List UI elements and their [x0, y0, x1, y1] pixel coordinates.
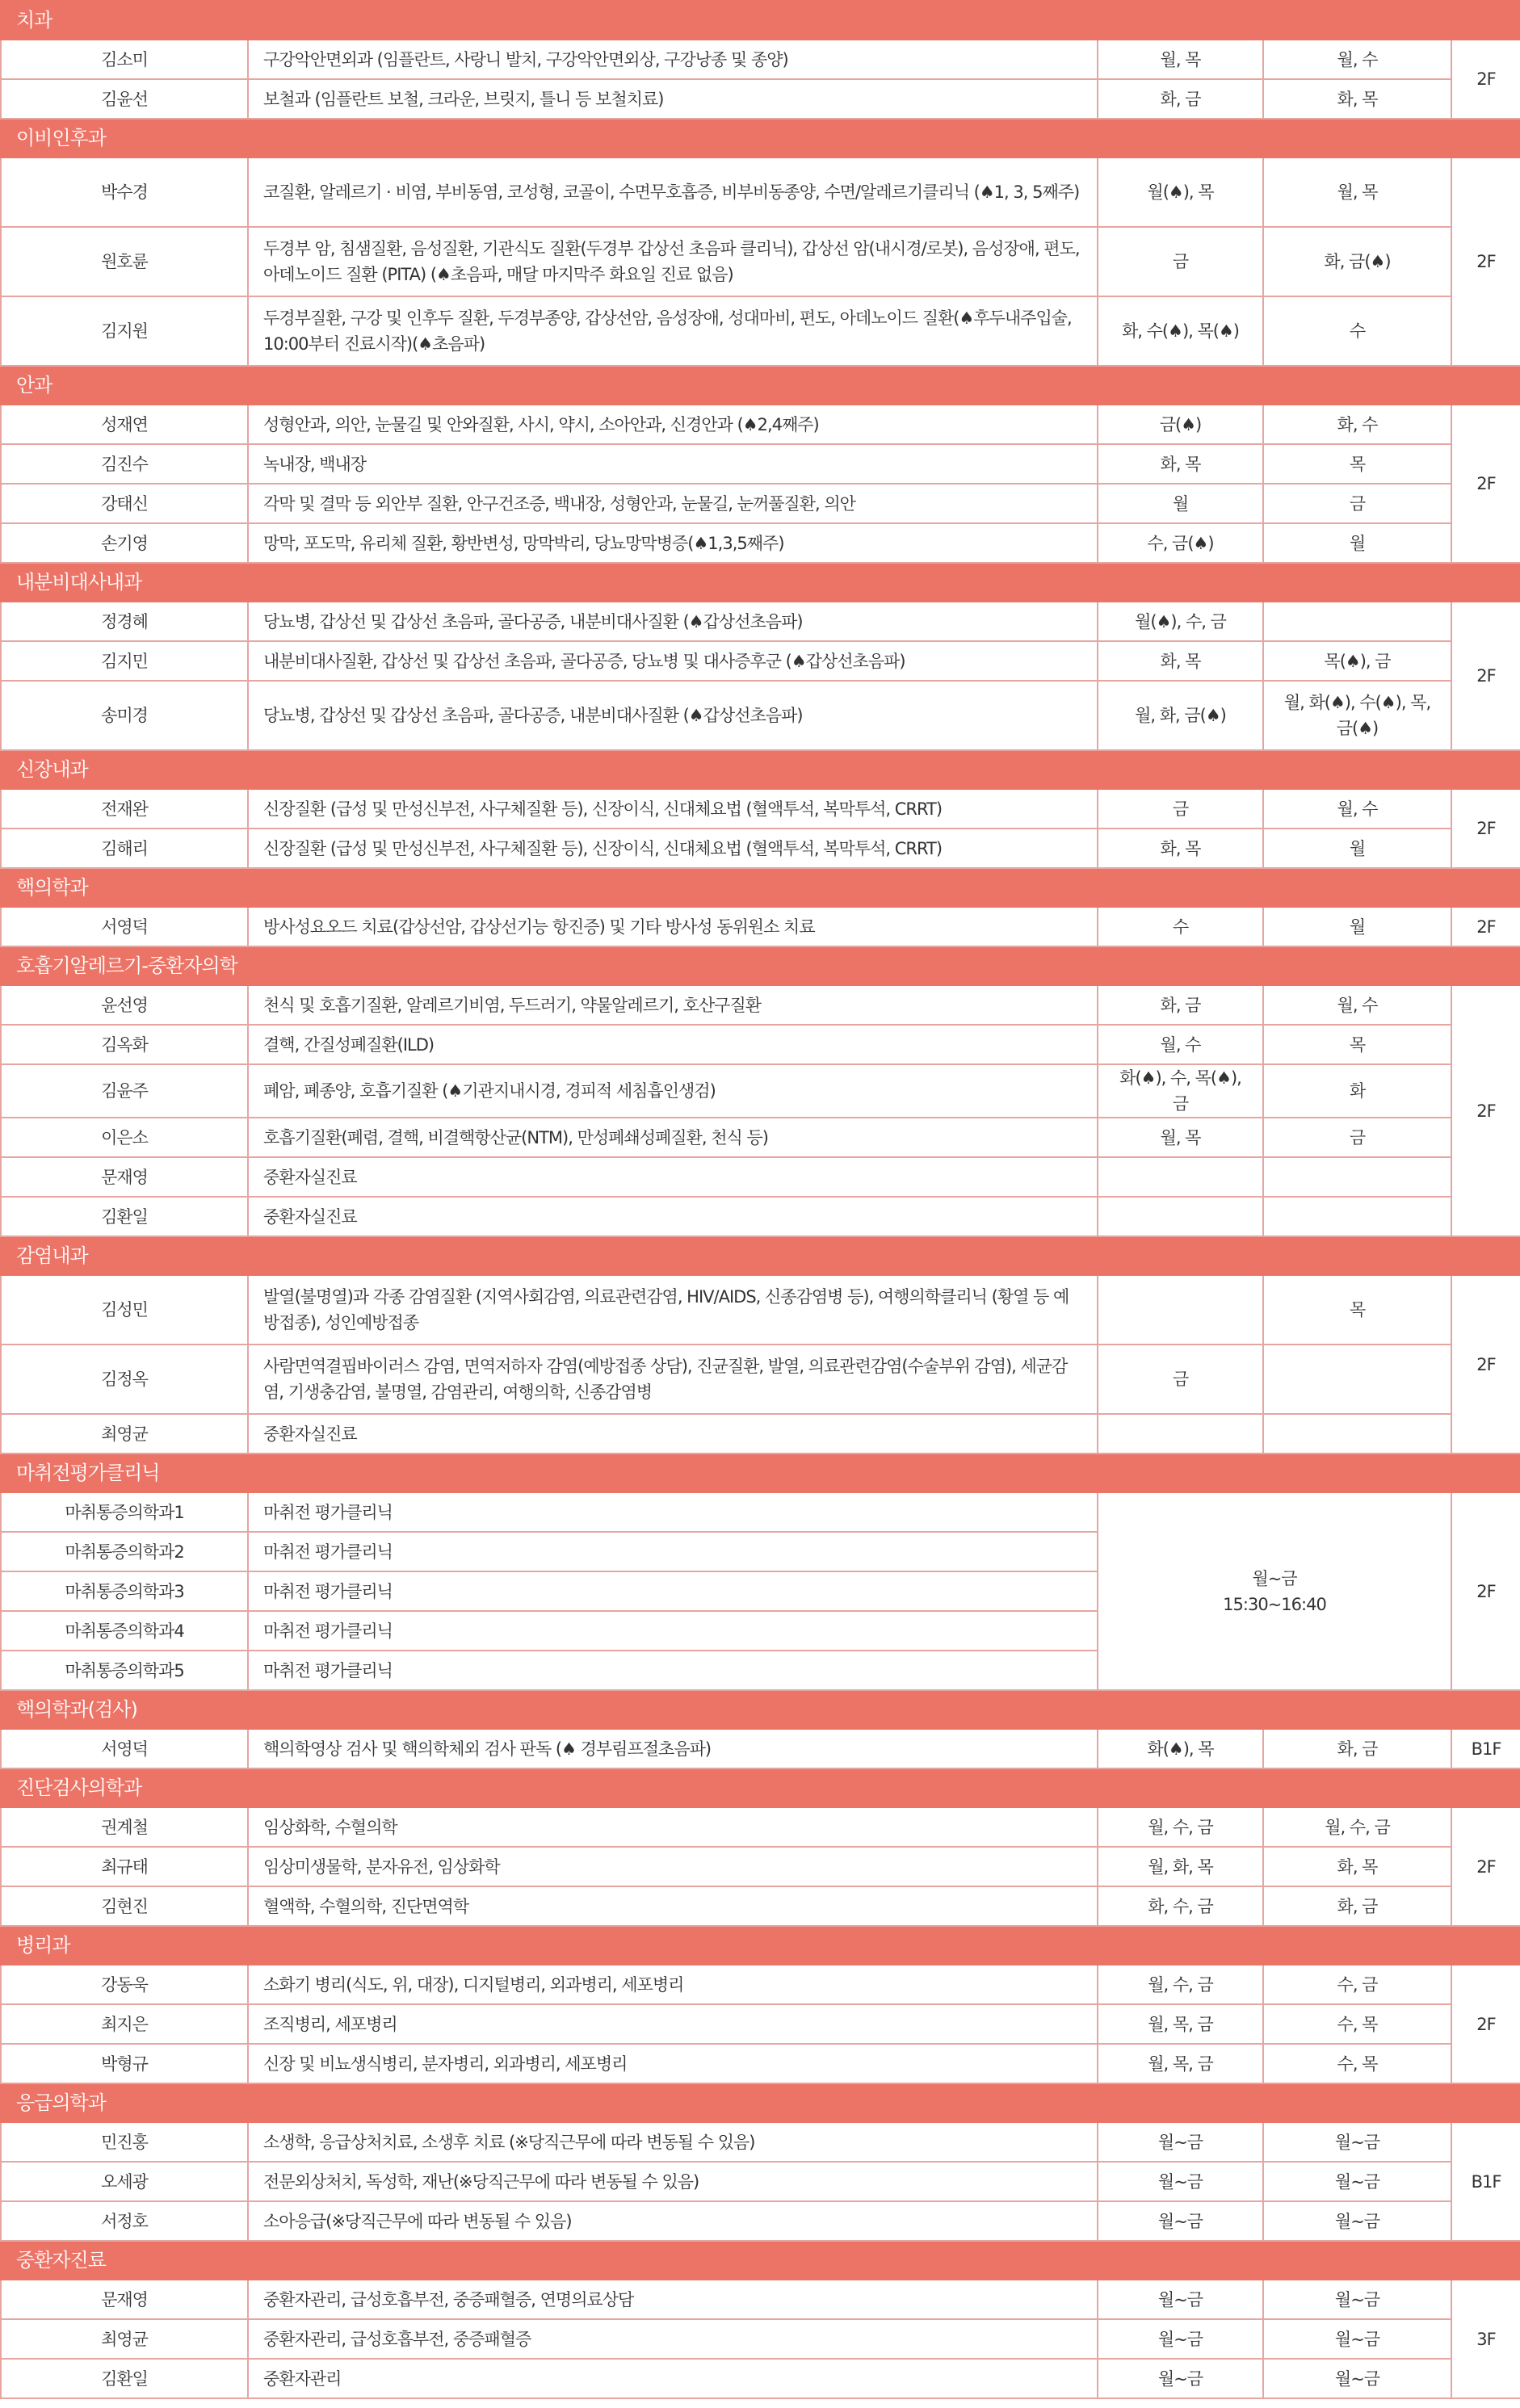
afternoon-days: 월~금 — [1263, 2201, 1451, 2241]
afternoon-days: 월, 목 — [1263, 157, 1451, 227]
afternoon-days: 화, 금 — [1263, 1729, 1451, 1768]
department-header — [1, 1768, 1520, 1807]
department-header — [1, 2241, 1520, 2280]
doctor-name[interactable]: 마취통증의학과1 — [1, 1492, 248, 1532]
doctor-row — [1, 79, 1520, 119]
afternoon-days: 화, 목 — [1263, 79, 1451, 119]
specialty-description: 발열(불명열)과 각종 감염질환 (지역사회감염, 의료관련감염, HIV/AIDS, 신종감염병 등), 여행의학클리닉 (황열 등 예방접종), 성인예방접종 — [248, 1275, 1098, 1345]
doctor-name[interactable]: 송미경 — [1, 681, 248, 750]
doctor-name[interactable]: 최영균 — [1, 1414, 248, 1454]
specialty-description: 망막, 포도막, 유리체 질환, 황반변성, 망막박리, 당뇨망막병증(♠1,3,5째주) — [248, 523, 1098, 563]
doctor-row — [1, 1729, 1520, 1768]
afternoon-days: 월, 수 — [1263, 789, 1451, 829]
morning-days — [1098, 1414, 1263, 1454]
afternoon-days: 월~금 — [1263, 2359, 1451, 2398]
doctor-row — [1, 2004, 1520, 2044]
afternoon-days: 화, 금(♠) — [1263, 227, 1451, 296]
afternoon-days: 목 — [1263, 1275, 1451, 1345]
doctor-name[interactable]: 김지원 — [1, 296, 248, 366]
afternoon-days: 월~금 — [1263, 2162, 1451, 2201]
morning-days: 화, 금 — [1098, 985, 1263, 1025]
doctor-row — [1, 829, 1520, 868]
clinic-hours-line: 월~금 — [1252, 1568, 1297, 1588]
doctor-name[interactable]: 권계철 — [1, 1807, 248, 1847]
department-title: 마취전평가클리닉 — [1, 1454, 1520, 1492]
specialty-description: 중환자실진료 — [248, 1414, 1098, 1454]
specialty-description: 중환자관리, 급성호흡부전, 중증패혈증 — [248, 2319, 1098, 2359]
doctor-name[interactable]: 손기영 — [1, 523, 248, 563]
doctor-row — [1, 296, 1520, 366]
department-header — [1, 1, 1520, 40]
specialty-description: 성형안과, 의안, 눈물길 및 안와질환, 사시, 약시, 소아안과, 신경안과 (♠2,4째주) — [248, 405, 1098, 444]
doctor-row — [1, 1492, 1520, 1532]
afternoon-days: 월 — [1263, 829, 1451, 868]
department-header — [1, 119, 1520, 157]
morning-days: 월~금 — [1098, 2319, 1263, 2359]
doctor-name[interactable]: 강태신 — [1, 484, 248, 523]
doctor-name[interactable]: 성재연 — [1, 405, 248, 444]
morning-days — [1098, 1197, 1263, 1236]
morning-days: 화, 수, 금 — [1098, 1886, 1263, 1926]
afternoon-days: 월, 수 — [1263, 40, 1451, 79]
doctor-name[interactable]: 마취통증의학과2 — [1, 1532, 248, 1571]
morning-days: 월, 수 — [1098, 1025, 1263, 1064]
morning-days: 월(♠), 목 — [1098, 157, 1263, 227]
doctor-name[interactable]: 김옥화 — [1, 1025, 248, 1064]
doctor-row — [1, 789, 1520, 829]
doctor-row — [1, 523, 1520, 563]
specialty-description: 중환자실진료 — [248, 1197, 1098, 1236]
doctor-row — [1, 2201, 1520, 2241]
floor-label: 2F — [1451, 40, 1520, 119]
doctor-name[interactable]: 김환일 — [1, 1197, 248, 1236]
morning-days: 금 — [1098, 789, 1263, 829]
afternoon-days: 화, 목 — [1263, 1847, 1451, 1886]
department-title: 병리과 — [1, 1926, 1520, 1965]
morning-days: 월, 수, 금 — [1098, 1965, 1263, 2004]
doctor-name[interactable]: 문재영 — [1, 1157, 248, 1197]
department-header — [1, 1926, 1520, 1965]
morning-days: 화, 목 — [1098, 829, 1263, 868]
department-title: 이비인후과 — [1, 119, 1520, 157]
afternoon-days: 목(♠), 금 — [1263, 641, 1451, 681]
doctor-row — [1, 1064, 1520, 1118]
doctor-name[interactable]: 최규태 — [1, 1847, 248, 1886]
floor-label: 2F — [1451, 789, 1520, 868]
doctor-name[interactable]: 김환일 — [1, 2359, 248, 2398]
afternoon-days: 금 — [1263, 484, 1451, 523]
specialty-description: 구강악안면외과 (임플란트, 사랑니 발치, 구강악안면외상, 구강낭종 및 종양) — [248, 40, 1098, 79]
department-title: 호흡기알레르기-중환자의학 — [1, 946, 1520, 985]
department-header — [1, 1454, 1520, 1492]
department-header — [1, 868, 1520, 907]
doctor-row — [1, 1275, 1520, 1345]
doctor-name[interactable]: 최지은 — [1, 2004, 248, 2044]
afternoon-days: 월~금 — [1263, 2319, 1451, 2359]
afternoon-days: 월 — [1263, 907, 1451, 946]
doctor-row — [1, 1965, 1520, 2004]
morning-days: 화(♠), 수, 목(♠), 금 — [1098, 1064, 1263, 1118]
specialty-description: 마취전 평가클리닉 — [248, 1611, 1098, 1651]
morning-days: 금(♠) — [1098, 405, 1263, 444]
specialty-description: 신장 및 비뇨생식병리, 분자병리, 외과병리, 세포병리 — [248, 2044, 1098, 2083]
morning-days: 월~금 — [1098, 2122, 1263, 2162]
doctor-name[interactable]: 김소미 — [1, 40, 248, 79]
floor-label: 2F — [1451, 1492, 1520, 1690]
specialty-description: 사람면역결핍바이러스 감염, 면역저하자 감염(예방접종 상담), 진균질환, 발열, 의료관련감염(수술부위 감염), 세균감염, 기생충감염, 불명열, 감염관리, 여행의학, 신종감염병 — [248, 1345, 1098, 1414]
afternoon-days — [1263, 1157, 1451, 1197]
doctor-row — [1, 681, 1520, 750]
specialty-description: 중환자관리, 급성호흡부전, 중증패혈증, 연명의료상담 — [248, 2280, 1098, 2319]
department-title: 안과 — [1, 366, 1520, 405]
doctor-name[interactable]: 김윤선 — [1, 79, 248, 119]
specialty-description: 중환자관리 — [248, 2359, 1098, 2398]
doctor-name[interactable]: 문재영 — [1, 2280, 248, 2319]
doctor-row — [1, 444, 1520, 484]
specialty-description: 당뇨병, 갑상선 및 갑상선 초음파, 골다공증, 내분비대사질환 (♠갑상선초음파) — [248, 602, 1098, 641]
doctor-row — [1, 1414, 1520, 1454]
afternoon-days: 금 — [1263, 1118, 1451, 1157]
doctor-name[interactable]: 전재완 — [1, 789, 248, 829]
morning-days: 월, 수, 금 — [1098, 1807, 1263, 1847]
department-header — [1, 1236, 1520, 1275]
morning-days — [1098, 1157, 1263, 1197]
department-title: 감염내과 — [1, 1236, 1520, 1275]
afternoon-days: 목 — [1263, 1025, 1451, 1064]
specialty-description: 결핵, 간질성폐질환(ILD) — [248, 1025, 1098, 1064]
doctor-row — [1, 1886, 1520, 1926]
afternoon-days: 월~금 — [1263, 2280, 1451, 2319]
morning-days: 월, 목 — [1098, 40, 1263, 79]
doctor-row — [1, 602, 1520, 641]
doctor-name[interactable]: 김윤주 — [1, 1064, 248, 1118]
morning-days: 금 — [1098, 1345, 1263, 1414]
doctor-row — [1, 227, 1520, 296]
floor-label: 2F — [1451, 1807, 1520, 1926]
doctor-name[interactable]: 김진수 — [1, 444, 248, 484]
doctor-name[interactable]: 서정호 — [1, 2201, 248, 2241]
morning-days: 화, 수(♠), 목(♠) — [1098, 296, 1263, 366]
floor-label: 2F — [1451, 1275, 1520, 1454]
specialty-description: 코질환, 알레르기 · 비염, 부비동염, 코성형, 코골이, 수면무호흡증, 비부비동종양, 수면/알레르기클리닉 (♠1, 3, 5째주) — [248, 157, 1098, 227]
doctor-row — [1, 157, 1520, 227]
morning-days: 월(♠), 수, 금 — [1098, 602, 1263, 641]
department-title: 응급의학과 — [1, 2083, 1520, 2122]
specialty-description: 조직병리, 세포병리 — [248, 2004, 1098, 2044]
specialty-description: 임상미생물학, 분자유전, 임상화학 — [248, 1847, 1098, 1886]
doctor-row — [1, 907, 1520, 946]
doctor-row — [1, 40, 1520, 79]
specialty-description: 신장질환 (급성 및 만성신부전, 사구체질환 등), 신장이식, 신대체요법 (혈액투석, 복막투석, CRRT) — [248, 829, 1098, 868]
floor-label: 2F — [1451, 602, 1520, 750]
doctor-name[interactable]: 마취통증의학과5 — [1, 1651, 248, 1690]
floor-label: 2F — [1451, 985, 1520, 1236]
specialty-description: 두경부질환, 구강 및 인후두 질환, 두경부종양, 갑상선암, 음성장애, 성대마비, 편도, 아데노이드 질환(♠후두내주입술, 10:00부터 진료시작)(♠초음파) — [248, 296, 1098, 366]
morning-days: 월, 목, 금 — [1098, 2044, 1263, 2083]
department-title: 진단검사의학과 — [1, 1768, 1520, 1807]
morning-days: 화, 금 — [1098, 79, 1263, 119]
specialty-description: 소화기 병리(식도, 위, 대장), 디지털병리, 외과병리, 세포병리 — [248, 1965, 1098, 2004]
afternoon-days: 월~금 — [1263, 2122, 1451, 2162]
department-title: 핵의학과 — [1, 868, 1520, 907]
doctor-row — [1, 1025, 1520, 1064]
doctor-row — [1, 2122, 1520, 2162]
doctor-name[interactable]: 김현진 — [1, 1886, 248, 1926]
morning-days: 화, 목 — [1098, 641, 1263, 681]
specialty-description: 각막 및 결막 등 외안부 질환, 안구건조증, 백내장, 성형안과, 눈물길, 눈꺼풀질환, 의안 — [248, 484, 1098, 523]
specialty-description: 마취전 평가클리닉 — [248, 1651, 1098, 1690]
afternoon-days: 목 — [1263, 444, 1451, 484]
department-header — [1, 750, 1520, 789]
doctor-name[interactable]: 마취통증의학과4 — [1, 1611, 248, 1651]
specialty-description: 천식 및 호흡기질환, 알레르기비염, 두드러기, 약물알레르기, 호산구질환 — [248, 985, 1098, 1025]
morning-days: 화(♠), 목 — [1098, 1729, 1263, 1768]
doctor-name[interactable]: 최영균 — [1, 2319, 248, 2359]
afternoon-days: 화, 금 — [1263, 1886, 1451, 1926]
doctor-name[interactable]: 마취통증의학과3 — [1, 1571, 248, 1611]
clinic-hours — [1098, 1492, 1451, 1690]
floor-label: B1F — [1451, 2122, 1520, 2241]
morning-days: 월, 화, 금(♠) — [1098, 681, 1263, 750]
department-header — [1, 366, 1520, 405]
doctor-name[interactable]: 강동욱 — [1, 1965, 248, 2004]
specialty-description: 핵의학영상 검사 및 핵의학체외 검사 판독 (♠ 경부림프절초음파) — [248, 1729, 1098, 1768]
doctor-row — [1, 1345, 1520, 1414]
clinic-hours-line: 15:30~16:40 — [1223, 1594, 1326, 1614]
specialty-description: 임상화학, 수혈의학 — [248, 1807, 1098, 1847]
morning-days: 월, 목, 금 — [1098, 2004, 1263, 2044]
afternoon-days — [1263, 602, 1451, 641]
doctor-name[interactable]: 김해리 — [1, 829, 248, 868]
doctor-row — [1, 1807, 1520, 1847]
morning-days: 월, 목 — [1098, 1118, 1263, 1157]
department-title: 신장내과 — [1, 750, 1520, 789]
afternoon-days: 월, 수 — [1263, 985, 1451, 1025]
department-title: 내분비대사내과 — [1, 563, 1520, 602]
afternoon-days — [1263, 1414, 1451, 1454]
specialty-description: 신장질환 (급성 및 만성신부전, 사구체질환 등), 신장이식, 신대체요법 (혈액투석, 복막투석, CRRT) — [248, 789, 1098, 829]
specialty-description: 호흡기질환(폐렴, 결핵, 비결핵항산균(NTM), 만성폐쇄성폐질환, 천식 등) — [248, 1118, 1098, 1157]
floor-label: 2F — [1451, 157, 1520, 366]
floor-label: 2F — [1451, 907, 1520, 946]
doctor-name[interactable]: 김지민 — [1, 641, 248, 681]
doctor-row — [1, 985, 1520, 1025]
afternoon-days: 화, 수 — [1263, 405, 1451, 444]
specialty-description: 중환자실진료 — [248, 1157, 1098, 1197]
afternoon-days — [1263, 1197, 1451, 1236]
doctor-row — [1, 2359, 1520, 2398]
doctor-name[interactable]: 정경혜 — [1, 602, 248, 641]
doctor-name[interactable]: 윤선영 — [1, 985, 248, 1025]
floor-label: 2F — [1451, 405, 1520, 563]
doctor-name[interactable]: 박형규 — [1, 2044, 248, 2083]
specialty-description: 마취전 평가클리닉 — [248, 1571, 1098, 1611]
doctor-name[interactable]: 서영덕 — [1, 1729, 248, 1768]
doctor-name[interactable]: 김정옥 — [1, 1345, 248, 1414]
doctor-name[interactable]: 박수경 — [1, 157, 248, 227]
afternoon-days — [1263, 1345, 1451, 1414]
doctor-row — [1, 484, 1520, 523]
morning-days — [1098, 1275, 1263, 1345]
morning-days: 월 — [1098, 484, 1263, 523]
doctor-row — [1, 641, 1520, 681]
specialty-description: 전문외상처치, 독성학, 재난(※당직근무에 따라 변동될 수 있음) — [248, 2162, 1098, 2201]
doctor-row — [1, 405, 1520, 444]
floor-label: B1F — [1451, 1729, 1520, 1768]
doctor-row — [1, 2319, 1520, 2359]
specialty-description: 보철과 (임플란트 보철, 크라운, 브릿지, 틀니 등 보철치료) — [248, 79, 1098, 119]
department-title: 치과 — [1, 1, 1520, 40]
doctor-name[interactable]: 원호륜 — [1, 227, 248, 296]
afternoon-days: 수, 금 — [1263, 1965, 1451, 2004]
floor-label: 3F — [1451, 2280, 1520, 2398]
afternoon-days: 수 — [1263, 296, 1451, 366]
specialty-description: 내분비대사질환, 갑상선 및 갑상선 초음파, 골다공증, 당뇨병 및 대사증후군 (♠갑상선초음파) — [248, 641, 1098, 681]
doctor-row — [1, 2162, 1520, 2201]
specialty-description: 소아응급(※당직근무에 따라 변동될 수 있음) — [248, 2201, 1098, 2241]
department-header — [1, 1690, 1520, 1729]
specialty-description: 폐암, 폐종양, 호흡기질환 (♠기관지내시경, 경피적 세침흡인생검) — [248, 1064, 1098, 1118]
afternoon-days: 화 — [1263, 1064, 1451, 1118]
department-header — [1, 2083, 1520, 2122]
doctor-name[interactable]: 김성민 — [1, 1275, 248, 1345]
doctor-row — [1, 2280, 1520, 2319]
morning-days: 수, 금(♠) — [1098, 523, 1263, 563]
doctor-row — [1, 1118, 1520, 1157]
doctor-name[interactable]: 이은소 — [1, 1118, 248, 1157]
doctor-name[interactable]: 민진홍 — [1, 2122, 248, 2162]
doctor-name[interactable]: 서영덕 — [1, 907, 248, 946]
afternoon-days: 월 — [1263, 523, 1451, 563]
morning-days: 수 — [1098, 907, 1263, 946]
afternoon-days: 월, 수, 금 — [1263, 1807, 1451, 1847]
floor-label: 2F — [1451, 1965, 1520, 2083]
specialty-description: 당뇨병, 갑상선 및 갑상선 초음파, 골다공증, 내분비대사질환 (♠갑상선초음파) — [248, 681, 1098, 750]
doctor-row — [1, 1157, 1520, 1197]
doctor-row — [1, 1847, 1520, 1886]
specialty-description: 마취전 평가클리닉 — [248, 1532, 1098, 1571]
doctor-name[interactable]: 오세광 — [1, 2162, 248, 2201]
department-title: 핵의학과(검사) — [1, 1690, 1520, 1729]
doctor-row — [1, 1197, 1520, 1236]
morning-days: 화, 목 — [1098, 444, 1263, 484]
morning-days: 월~금 — [1098, 2359, 1263, 2398]
specialty-description: 마취전 평가클리닉 — [248, 1492, 1098, 1532]
morning-days: 월~금 — [1098, 2162, 1263, 2201]
morning-days: 월, 화, 목 — [1098, 1847, 1263, 1886]
specialty-description: 소생학, 응급상처치료, 소생후 치료 (※당직근무에 따라 변동될 수 있음) — [248, 2122, 1098, 2162]
specialty-description: 방사성요오드 치료(갑상선암, 갑상선기능 항진증) 및 기타 방사성 동위원소 치료 — [248, 907, 1098, 946]
department-header — [1, 563, 1520, 602]
specialty-description: 두경부 암, 침샘질환, 음성질환, 기관식도 질환(두경부 갑상선 초음파 클리닉), 갑상선 암(내시경/로봇), 음성장애, 편도,아데노이드 질환 (PITA) (♠초음파, 매달 마지막주 화요일 진료 없음) — [248, 227, 1098, 296]
department-title: 중환자진료 — [1, 2241, 1520, 2280]
afternoon-days: 월, 화(♠), 수(♠), 목, 금(♠) — [1263, 681, 1451, 750]
specialty-description: 녹내장, 백내장 — [248, 444, 1098, 484]
afternoon-days: 수, 목 — [1263, 2004, 1451, 2044]
morning-days: 금 — [1098, 227, 1263, 296]
morning-days: 월~금 — [1098, 2201, 1263, 2241]
specialty-description: 혈액학, 수혈의학, 진단면역학 — [248, 1886, 1098, 1926]
morning-days: 월~금 — [1098, 2280, 1263, 2319]
afternoon-days: 수, 목 — [1263, 2044, 1451, 2083]
doctor-row — [1, 2044, 1520, 2083]
department-header — [1, 946, 1520, 985]
